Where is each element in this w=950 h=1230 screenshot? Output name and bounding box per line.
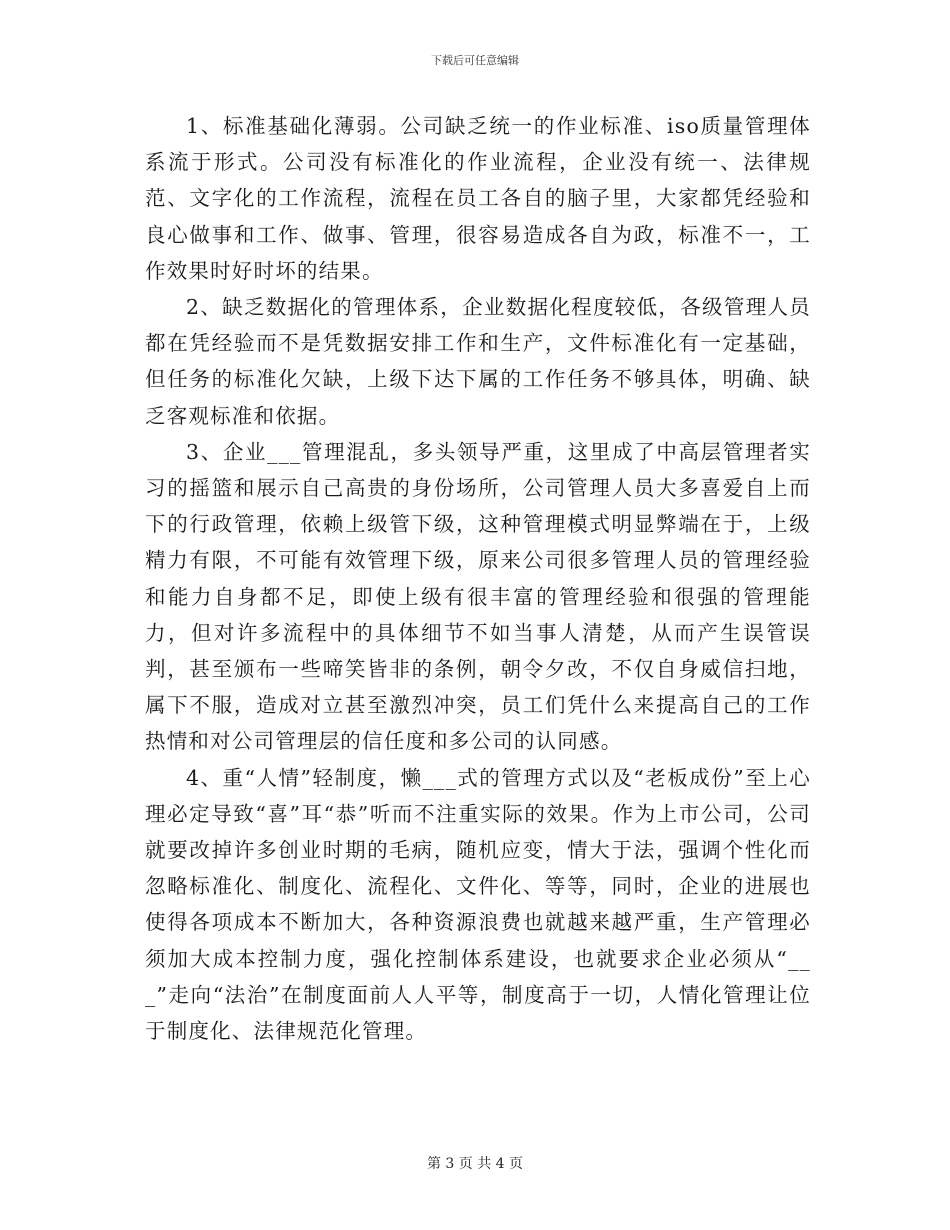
paragraph-1: 1、标准基础化薄弱。公司缺乏统一的作业标准、iso质量管理体系流于形式。公司没有标准化的作业流程，企业没有统一、法律规范、文字化的工作流程，流程在员工各自的脑子里，大家都凭经验和良心做事和工作、做事、管理，很容易造成各自为政，标准不一，工作效果时好时坏的结果。 (145, 114, 811, 283)
page-number-footer: 第 3 页 共 4 页 (426, 1156, 524, 1172)
paragraph-2: 2、缺乏数据化的管理体系，企业数据化程度较低，各级管理人员都在凭经验而不是凭数据安排工作和生产，文件标准化有一定基础，但任务的标准化欠缺，上级下达下属的工作任务不够具体，明确、缺乏客观标准和依据。 (145, 295, 811, 428)
page-header: 下载后可任意编辑 (431, 54, 519, 67)
paragraph-3: 3、企业___管理混乱，多头领导严重，这里成了中高层管理者实习的摇篮和展示自己高贵的身份场所，公司管理人员大多喜爱自上而下的行政管理，依赖上级管下级，这种管理模式明显弊端在于，上级精力有限，不可能有效管理下级，原来公司很多管理人员的管理经验和能力自身都不足，即使上级有很丰富的管理经验和很强的管理能力，但对许多流程中的具体细节不如当事人清楚，从而产生误管误判，甚至颁布一些啼笑皆非的条例，朝令夕改，不仅自身威信扫地，属下不服，造成对立甚至激烈冲突，员工们凭什么来提高自己的工作热情和对公司管理层的信任度和多公司的认同感。 (145, 439, 811, 754)
paragraph-4: 4、重“人情”轻制度，懒___式的管理方式以及“老板成份”至上心理必定导致“喜”耳“恭”听而不注重实际的效果。作为上市公司，公司就要改掉许多创业时期的毛病，随机应变，情大于法，强调个性化而忽略标准化、制度化、流程化、文件化、等等，同时，企业的进展也使得各项成本不断加大，各种资源浪费也就越来越严重，生产管理必须加大成本控制力度，强化控制体系建设，也就要求企业必须从“___”走向“法治”在制度面前人人平等，制度高于一切，人情化管理让位于制度化、法律规范化管理。 (145, 765, 811, 1044)
document-body (145, 108, 811, 1049)
